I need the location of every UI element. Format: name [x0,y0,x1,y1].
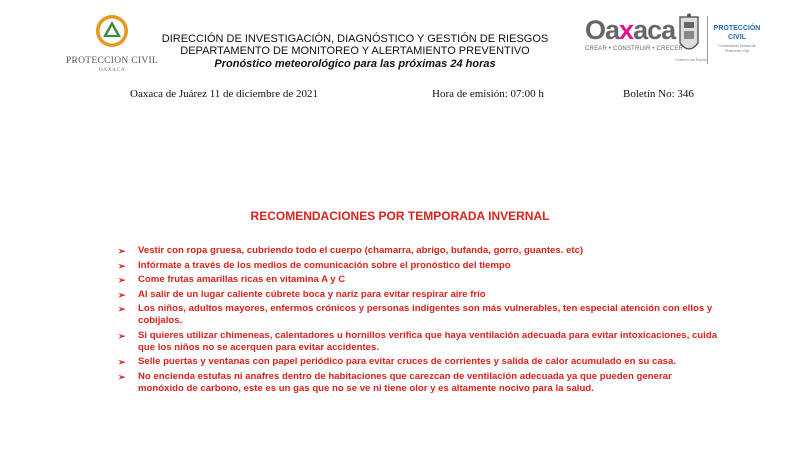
recommendation-item [118,303,718,327]
oaxaca-wordmark: Oaxaca [585,15,676,45]
oaxaca-tagline: CREAR • CONSTRUIR • CRECER [585,46,684,52]
arrow-bullet-icon: ➢ [118,371,126,382]
pc2-line1: PROTECCIÓN [713,25,761,32]
recommendation-text: Come frutas amarillas ricas en vitamina A y C [138,274,346,285]
recommendation-item [118,330,718,354]
civil-protection-triangle-icon [95,14,129,48]
document-header [160,33,550,71]
arrow-bullet-icon: ➢ [118,275,126,285]
proteccion-civil-logo [62,14,162,73]
recommendation-text: Al salir de un lugar caliente cúbrete boca y nariz para evitar respirar aire frío [138,288,486,300]
logo-divider [707,16,708,64]
recommendations-title: RECOMENDACIONES POR TEMPORADA INVERNAL [250,209,550,223]
recommendation-item [118,289,718,301]
recommendation-item [118,356,718,368]
recommendation-item [118,260,718,272]
header-forecast-title: Pronóstico meteorológico para las próximas 24 horas [214,58,496,70]
recommendations-list [118,245,718,397]
place-date: Oaxaca de Juárez 11 de diciembre de 2021 [130,88,319,100]
recommendation-text: Los niños, adultos mayores, enfermos crónicos y personas indigentes son más vulnerables, ten especial atención con ellos y cobíjalos. [138,303,713,326]
bulletin-number: Boletín No: 346 [623,88,694,100]
pc2-line2: CIVIL [728,34,746,41]
recommendation-item [118,245,718,257]
shield-caption: Gobierno del Estado [675,58,707,62]
recommendation-text: Si quieres utilizar chimeneas, calentadores u hornillos verifica que haya ventilación adecuada para evitar intoxicaciones, cuida que los niños no se acerquen para evitar accidentes. [138,329,718,353]
arrow-bullet-icon: ➢ [118,246,126,256]
recommendation-text: Selle puertas y ventanas con papel periódico para evitar cruces de corrientes y salida de calor acumulado en su casa. [138,356,677,367]
recommendation-item [118,371,718,395]
arrow-bullet-icon: ➢ [118,330,126,341]
header-direction: DIRECCIÓN DE INVESTIGACIÓN, DIAGNÓSTICO Y GESTIÓN DE RIESGOS [161,33,549,45]
recommendation-item [118,274,718,286]
arrow-bullet-icon: ➢ [118,357,126,367]
recommendation-text: Infórmate a través de los medios de comunicación sobre el pronóstico del tiempo [138,259,511,271]
recommendation-text: No encienda estufas ni anafres dentro de habitaciones que carezcan de ventilación adecuada ya que pueden generar monóxido de carbono, este es un gas que no se ve ni tiene olor y es altamente nocivo para la salud. [138,370,672,394]
pc-logo-subtext: OAXACA [98,67,126,73]
state-shield-icon [677,13,701,57]
issue-time: Hora de emisión: 07:00 h [432,88,544,100]
header-department: DEPARTAMENTO DE MONITOREO Y ALERTAMIENTO PREVENTIVO [180,45,530,57]
recommendation-text: Vestir con ropa gruesa, cubriendo todo el cuerpo (chamarra, abrigo, bufanda, gorro, guantes. etc) [138,245,584,256]
arrow-bullet-icon: ➢ [118,304,126,314]
arrow-bullet-icon: ➢ [118,260,126,271]
arrow-bullet-icon: ➢ [118,289,126,300]
proteccion-civil-state-logo [712,24,762,54]
pc-logo-text: PROTECCION CIVIL [65,56,159,66]
pc2-line3: Coordinación Estatal de Protección Civil [718,44,756,53]
